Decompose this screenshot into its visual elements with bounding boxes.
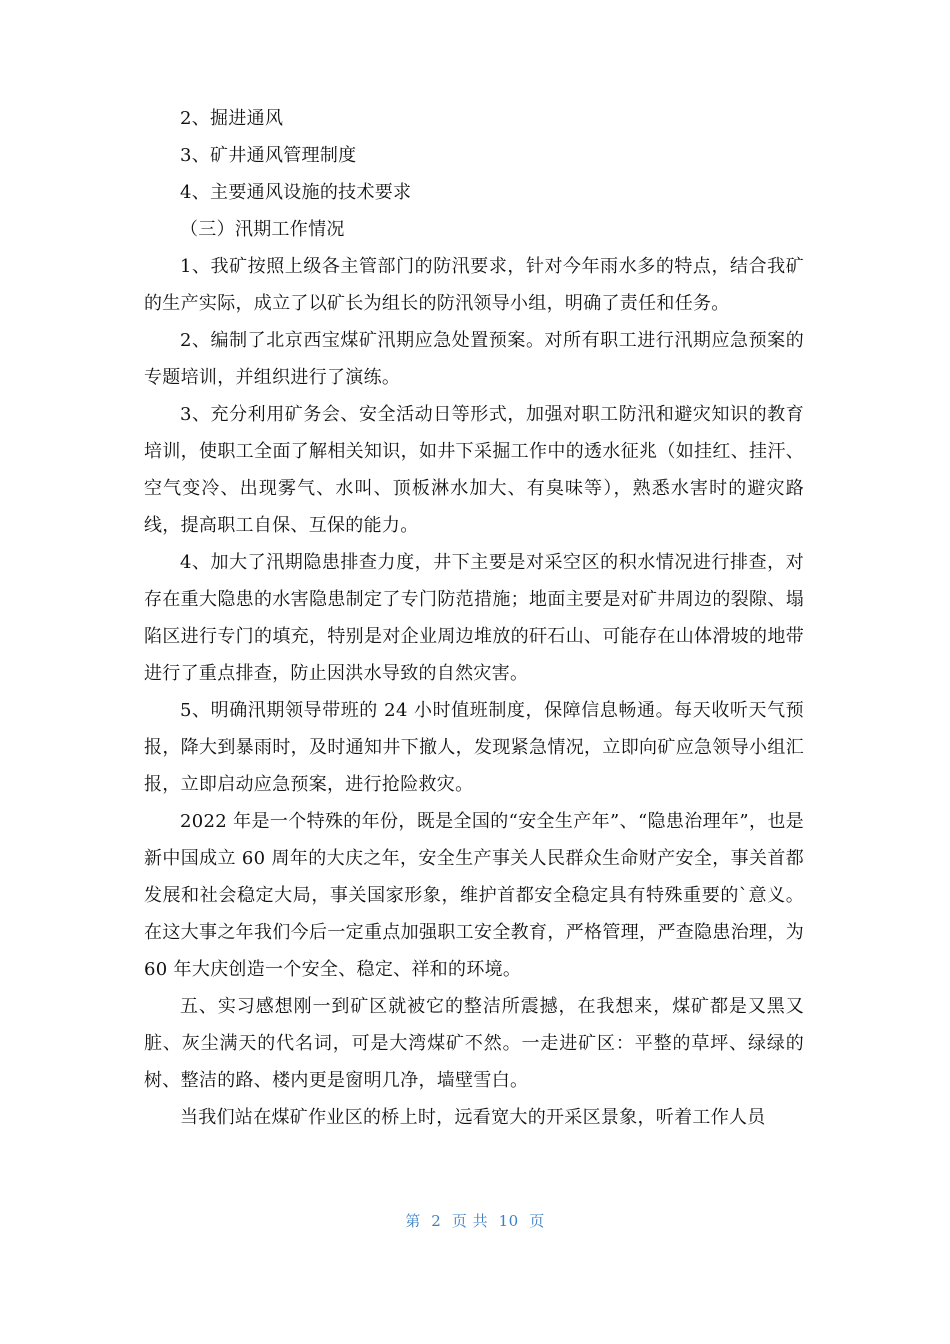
section-heading-3: （三）汛期工作情况 xyxy=(180,219,345,240)
paragraph-2: 3、矿井通风管理制度 xyxy=(180,145,357,166)
paragraph-9: 5、明确汛期领导带班的 24 小时值班制度，保障信息畅通。每天收听天气预报，降大到暴雨时，及时通知井下撤人，发现紧急情况，立即向矿应急领导小组汇报，立即启动应急预案，进行抢险救灾。 xyxy=(144,700,804,795)
paragraph-7: 3、充分利用矿务会、安全活动日等形式，加强对职工防汛和避灾知识的教育培训，使职工全面了解相关知识，如井下采掘工作中的透水征兆（如挂红、挂汗、空气变冷、出现雾气、水叫、顶板淋水加大、有臭味等），熟悉水害时的避灾路线，提高职工自保、互保的能力。 xyxy=(144,404,804,536)
paragraph-12: 当我们站在煤矿作业区的桥上时，远看宽大的开采区景象，听着工作人员 xyxy=(180,1107,766,1128)
paragraph-1: 2、掘进通风 xyxy=(180,108,284,129)
paragraph-11: 五、实习感想刚一到矿区就被它的整洁所震撼，在我想来，煤矿都是又黑又脏、灰尘满天的代名词，可是大湾煤矿不然。一走进矿区：平整的草坪、绿绿的树、整洁的路、楼内更是窗明几净，墙壁雪白。 xyxy=(144,996,804,1091)
document-body xyxy=(144,100,804,1136)
paragraph-6: 2、编制了北京西宝煤矿汛期应急处置预案。对所有职工进行汛期应急预案的专题培训，并组织进行了演练。 xyxy=(144,330,804,388)
paragraph-5: 1、我矿按照上级各主管部门的防汛要求，针对今年雨水多的特点，结合我矿的生产实际，成立了以矿长为组长的防汛领导小组，明确了责任和任务。 xyxy=(144,256,804,314)
paragraph-3: 4、主要通风设施的技术要求 xyxy=(180,182,412,203)
paragraph-10: 2022 年是一个特殊的年份，既是全国的“安全生产年”、“隐患治理年”，也是新中国成立 60 周年的大庆之年，安全生产事关人民群众生命财产安全，事关首都发展和社会稳定大局，事关国家形象，维护首都安全稳定具有特殊重要的`意义。在这大事之年我们今后一定重点加强职工安全教育，严格管理，严查隐患治理，为 60 年大庆创造一个安全、稳定、祥和的环境。 xyxy=(144,811,804,980)
paragraph-8: 4、加大了汛期隐患排查力度，井下主要是对采空区的积水情况进行排查，对存在重大隐患的水害隐患制定了专门防范措施；地面主要是对矿井周边的裂隙、塌陷区进行专门的填充，特别是对企业周边堆放的矸石山、可能存在山体滑坡的地带进行了重点排查，防止因洪水导致的自然灾害。 xyxy=(144,552,804,684)
page-number-footer: 第 2 页 共 10 页 xyxy=(405,1212,545,1230)
